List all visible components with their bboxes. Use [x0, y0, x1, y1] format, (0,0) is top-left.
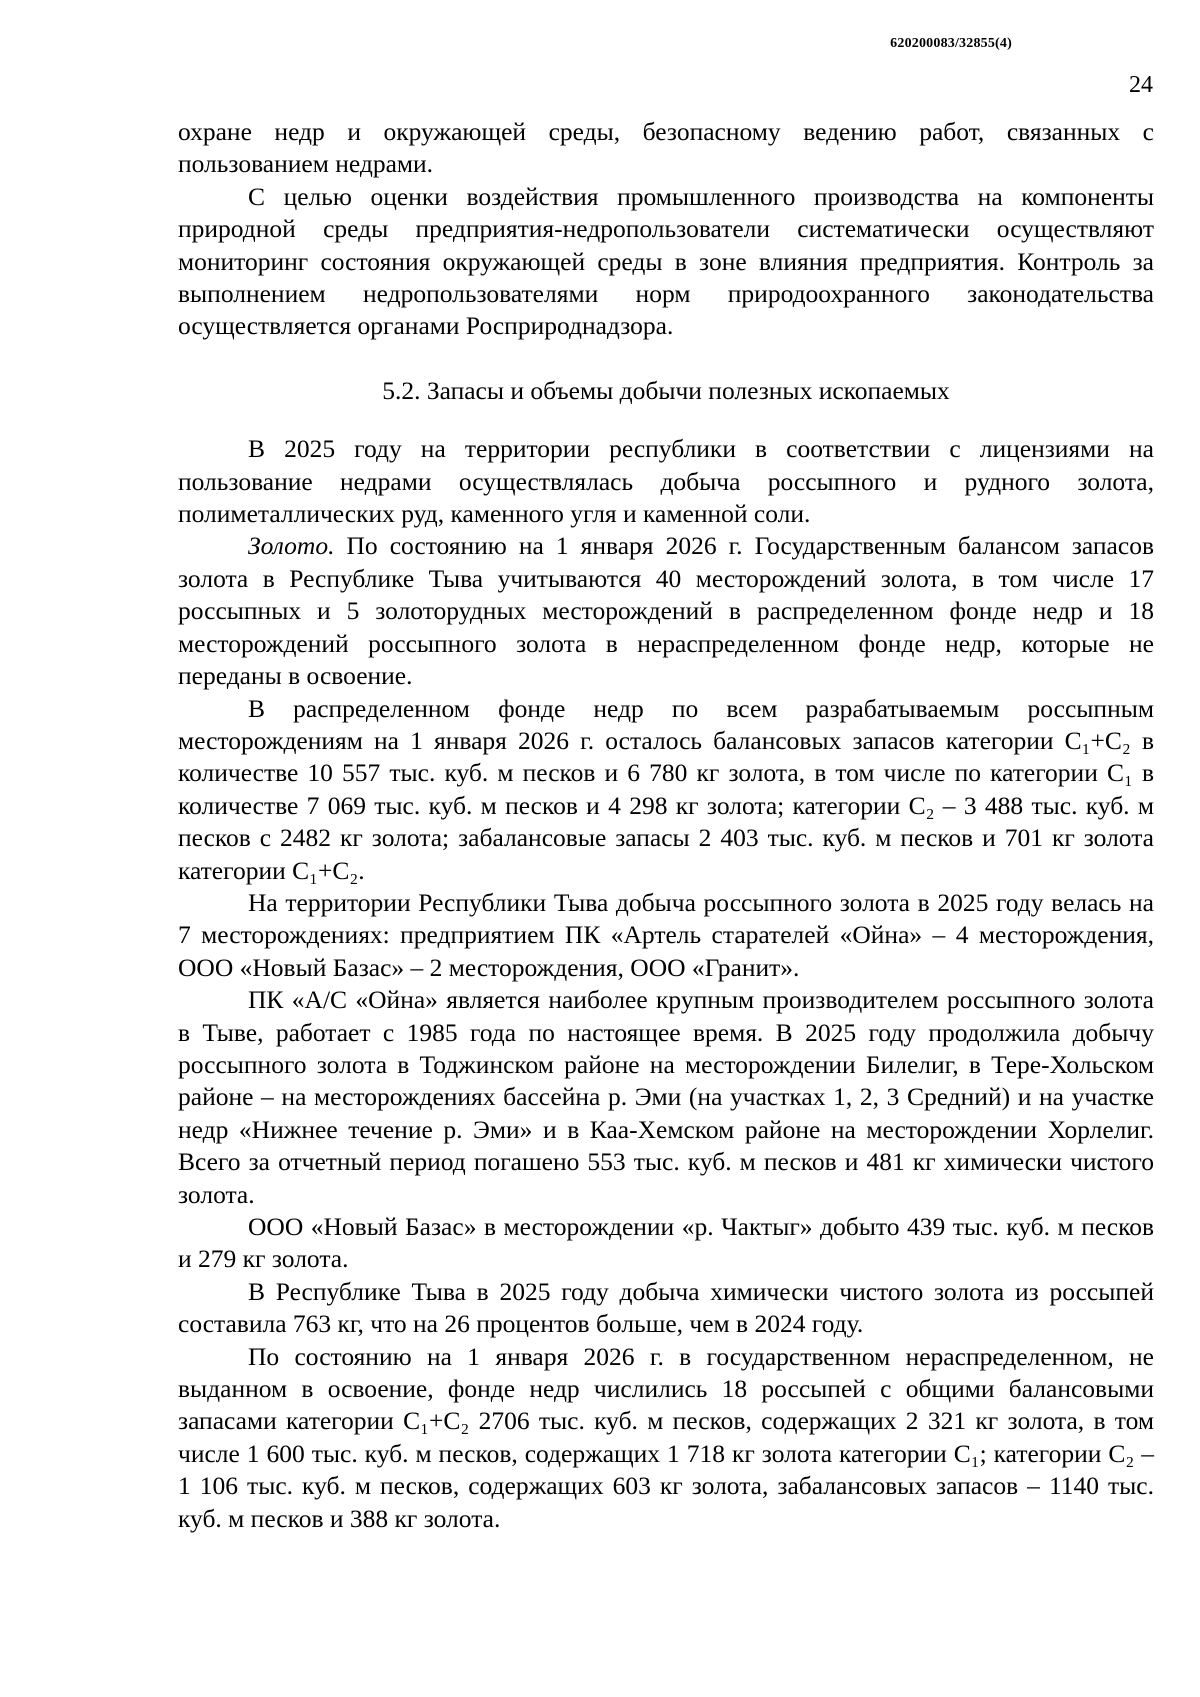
paragraph-placer-production: На территории Республики Тыва добыча россыпного золота в 2025 году велась на 7 месторождениях: предприятием ПК «Артель старателей «Ойна» – 4 месторождения, ООО «Новый Базас» – 2 месторождения, ООО «Гранит».	[178, 887, 1154, 982]
paragraph-novy-bazas: ООО «Новый Базас» в месторождении «р. Чактыг» добыто 439 тыс. куб. м песков и 279 кг золота.	[178, 1212, 1154, 1274]
paragraph-monitoring: С целью оценки воздействия промышленного производства на компоненты природной среды предприятия-недропользователи систематически осуществляют мониторинг состояния окружающей среды в зоне влияния предприятия. Контроль за выполнением недропользователями норм природоохранного законодательства осуществляется органами Росприроднадзора.	[178, 181, 1154, 341]
document-number: 620200083/32855(4)	[890, 36, 1012, 51]
paragraph-oyna-company: ПК «А/С «Ойна» является наиболее крупным производителем россыпного золота в Тыве, работает с 1985 года по настоящее время. В 2025 году продолжила добычу россыпного золота в Тоджинском районе на месторождении Билелиг, в Тере-Хольском районе – на месторождениях бассейна р. Эми (на участках 1, 2, 3 Средний) и на участке недр «Нижнее течение р. Эми» и в Каа-Хемском районе на месторождении Хорлелиг. Всего за отчетный период погашено 553 тыс. куб. м песков и 481 кг химически чистого золота.	[178, 985, 1154, 1209]
section-heading: 5.2. Запасы и объемы добычи полезных ископаемых	[382, 375, 950, 405]
paragraph-continuation: охране недр и окружающей среды, безопасному ведению работ, связанных с пользованием недрами.	[178, 117, 1154, 179]
paragraph-undistributed-reserves: По состоянию на 1 января 2026 г. в государственном нераспределенном, не выданном в освоение, фонде недр числились 18 россыпей с общими балансовыми запасами категории C₁+C₂ 2706 тыс. куб. м песков, содержащих 2 321 кг золота, в том числе 1 600 тыс. куб. м песков, содержащих 1 718 кг золота категории C₁; категории C₂ – 1 106 тыс. куб. м песков, содержащих 603 кг золота, забалансовых запасов – 1140 тыс. куб. м песков и 388 кг золота.	[178, 1341, 1154, 1533]
document-body	[178, 116, 1154, 1535]
paragraph-gold-balance-text: По состоянию на 1 января 2026 г. Государственным балансом запасов золота в Республике Тыва учитываются 40 месторождений золота, в том числе 17 россыпных и 5 золоторудных месторождений в распределенном фонде недр и 18 месторождений россыпного золота в нераспределенном фонде недр, которые не переданы в освоение.	[178, 531, 1154, 691]
paragraph-gold-balance	[178, 530, 1154, 692]
paragraph-distributed-reserves: В распределенном фонде недр по всем разрабатываемым россыпным месторождениям на 1 января 2026 г. осталось балансовых запасов категории C₁+C₂ в количестве 10 557 тыс. куб. м песков и 6 780 кг золота, в том числе по категории C₁ в количестве 7 069 тыс. куб. м песков и 4 298 кг золота; категории C₂ – 3 488 тыс. куб. м песков с 2482 кг золота; забалансовые запасы 2 403 тыс. куб. м песков и 701 кг золота категории C₁+C₂.	[178, 693, 1154, 885]
paragraph-mining-overview: В 2025 году на территории республики в соответствии с лицензиями на пользование недрами осуществлялась добыча россыпного и рудного золота, полиметаллических руд, каменного угля и каменной соли.	[178, 434, 1154, 529]
page-number: 24	[1129, 72, 1153, 98]
paragraph-lead-gold: Золото.	[248, 531, 335, 561]
paragraph-production-total: В Республике Тыва в 2025 году добыча химически чистого золота из россыпей составила 763 кг, что на 26 процентов больше, чем в 2024 году.	[178, 1276, 1154, 1339]
